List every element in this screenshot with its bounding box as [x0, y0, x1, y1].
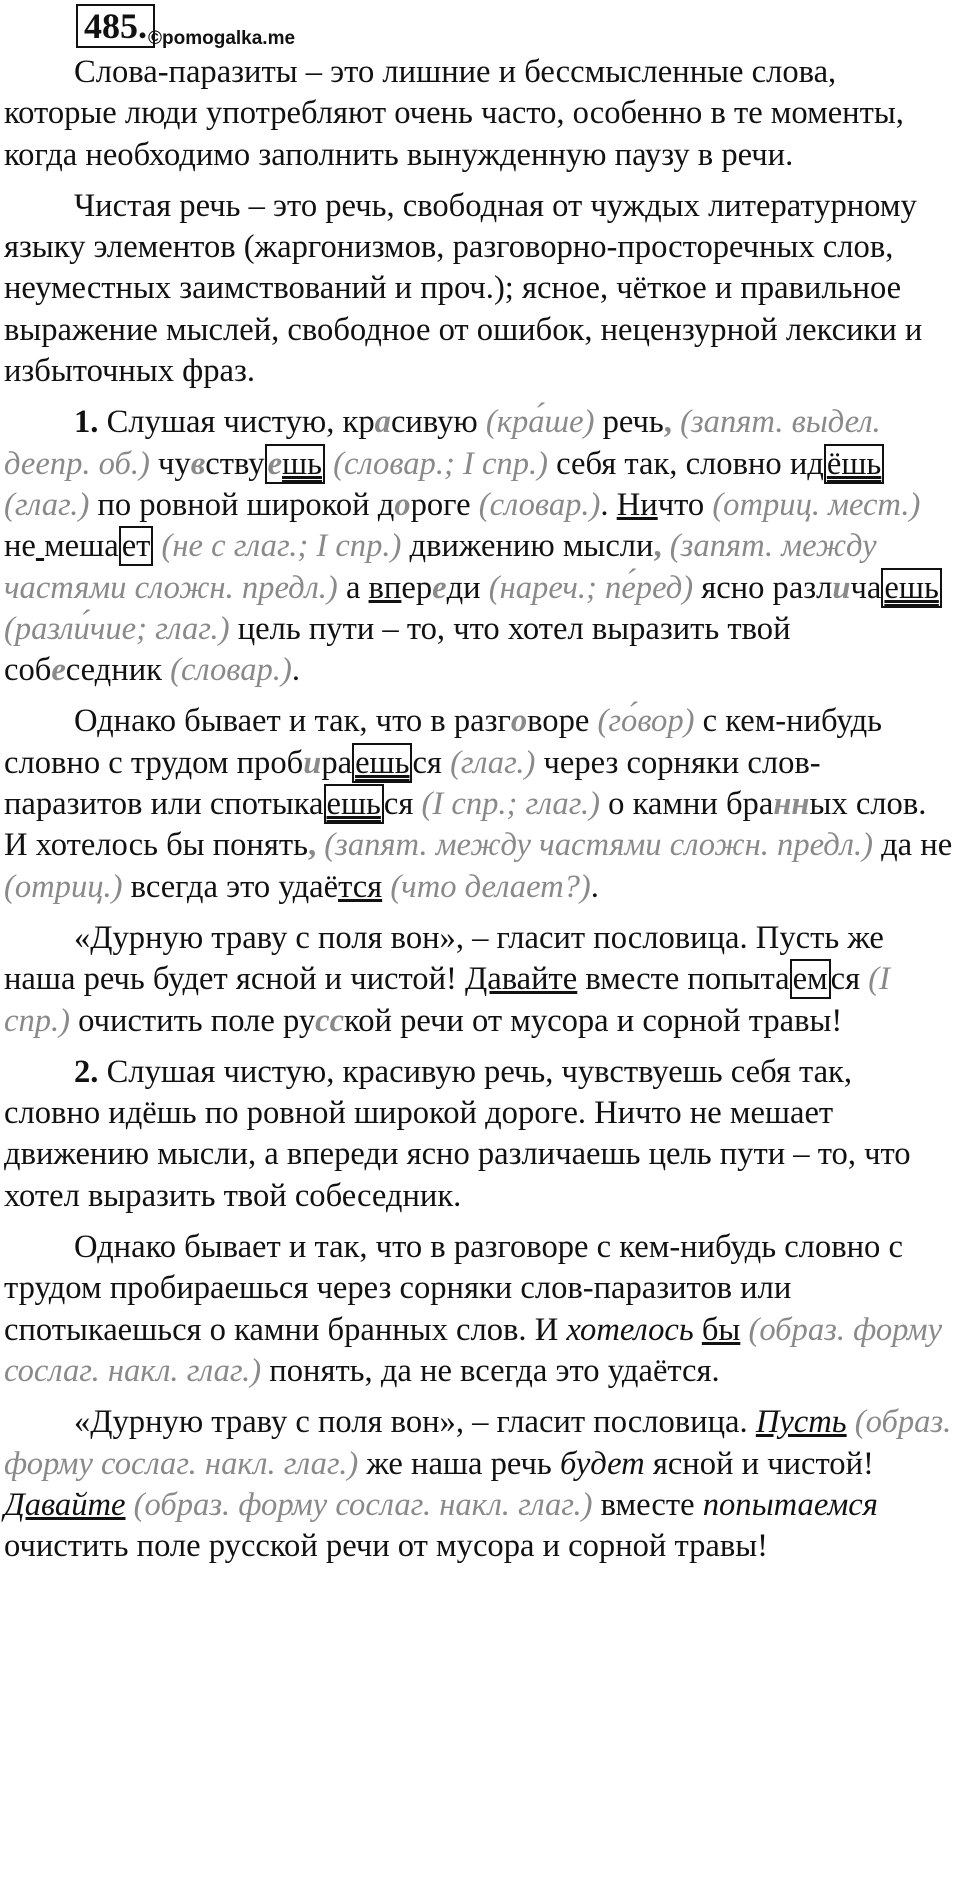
text-run	[662, 528, 670, 564]
text-run: Однако бывает и так, что в разговоре с кем-нибудь словно с трудом пробираешься через сорняки слов-паразитов или спотыкаешься о камни бранных слов. И	[4, 1229, 903, 1348]
grammar-note: (глаг.)	[450, 744, 536, 781]
spelling-mark: и	[832, 569, 851, 606]
text-run: ди	[446, 569, 489, 606]
text-run: всегда это удаё	[122, 868, 339, 905]
grammar-note: (запят. между частями сложн. предл.)	[4, 528, 877, 606]
grammar-note: (словар.; I спр.)	[333, 445, 549, 482]
grammar-note: (I спр.)	[4, 961, 890, 1039]
analysis-paragraph-2	[4, 701, 954, 907]
text-run: по ровной широкой д	[89, 486, 395, 523]
clean-paragraph-2	[4, 1227, 954, 1392]
clean-paragraph-1	[4, 1052, 954, 1217]
text-run: Слушая чистую, красивую речь, чувствуешь себя так, словно идёшь по ровной широкой дороге. Ничто не мешает движению мысли, а впереди ясно различаешь цель пути – то, что хотел выразить твой собеседник.	[4, 1053, 911, 1214]
text-run: с кем-нибудь словно с трудом проб	[4, 703, 883, 781]
text-run: воре	[527, 703, 598, 740]
spelling-mark: в	[190, 445, 206, 482]
text-run: Однако бывает и так, что в разг	[74, 703, 511, 740]
text-run: роге	[410, 486, 479, 523]
text-run: ра	[321, 744, 353, 781]
grammar-note: (образ. форму сослаг. накл. глаг.)	[133, 1486, 593, 1523]
prefix-mark: Ни	[616, 486, 658, 523]
spelling-mark: е	[267, 445, 283, 482]
text-run	[153, 528, 161, 564]
analysis-paragraph-1	[4, 402, 954, 691]
text-run: .	[600, 486, 617, 523]
document-body	[4, 52, 954, 1577]
text-run: что	[657, 486, 713, 523]
text-run: сивую	[390, 404, 486, 441]
watermark: ©pomogalka.me	[148, 28, 296, 49]
ending-box: ем	[790, 959, 831, 999]
text-run: кой речи от мусора и сорной травы!	[344, 1002, 843, 1039]
text-run: через сорняки слов-паразитов или спотыка	[4, 744, 821, 823]
text-run: понять, да не всегда это удаётся.	[261, 1352, 720, 1389]
grammar-note: (нареч.; пе́ред)	[488, 569, 694, 606]
comma-mark: ,	[307, 827, 317, 864]
text-run: меша	[44, 528, 119, 565]
particle-mark: Пусть	[755, 1404, 847, 1441]
spelling-mark: о	[394, 486, 411, 523]
grammar-note: (отриц.)	[4, 868, 123, 905]
text-run: ясной и чистой!	[644, 1445, 874, 1482]
grammar-note: (глаг.)	[4, 486, 90, 523]
grammar-note: (кра́ше)	[485, 404, 595, 441]
comma-mark: ,	[653, 528, 662, 565]
exercise-number: 485.	[76, 4, 155, 48]
grammar-note: (го́вор)	[597, 703, 695, 740]
grammar-note: (I спр.; глаг.)	[421, 786, 600, 823]
text-run: да не	[872, 827, 953, 864]
separate-spelling-mark	[36, 528, 44, 564]
grammar-note: (что делает?)	[390, 868, 591, 905]
text-run: .	[291, 652, 300, 689]
text-run: движению мысли	[401, 528, 654, 565]
text-run: ча	[850, 569, 882, 606]
text-run: ер	[401, 569, 433, 606]
ending-box	[265, 444, 325, 484]
grammar-note: (не с глаг.; I спр.)	[161, 528, 402, 565]
prefix-mark: вп	[368, 569, 402, 606]
spelling-mark: а	[374, 404, 391, 441]
verb-ending-mark: тся	[338, 868, 383, 905]
text-run: «Дурную траву с поля вон», – гласит пословица. Пусть же наша речь будет ясной и чистой!	[4, 919, 884, 998]
spelling-mark: е	[51, 652, 66, 689]
ending-text: шь	[282, 445, 322, 482]
spelling-mark: сс	[315, 1002, 345, 1039]
text-run: ству	[205, 445, 265, 482]
task-number-2: 2.	[74, 1053, 99, 1090]
text-run: же наша речь	[358, 1445, 560, 1482]
exercise-header	[76, 4, 155, 50]
ending-box: ешь	[352, 743, 412, 783]
text-run: «Дурную траву с поля вон», – гласит пословица.	[74, 1404, 756, 1441]
text-run: речь	[594, 404, 664, 441]
grammar-note: (разли́чие; глаг.)	[4, 610, 230, 647]
grammar-note: (образ. форму сослаг. накл. глаг.)	[4, 1311, 943, 1389]
comma-mark: ,	[663, 404, 672, 441]
text-run	[325, 446, 333, 482]
text-run	[847, 1404, 855, 1440]
text-run: цель пути – то, что хотел выразить твой соб	[4, 610, 791, 689]
definition-parasite-words: Слова-паразиты – это лишние и бессмысленные слова, которые люди употребляют очень часто, особенно в те моменты, когда необходимо заполнить вынужденную паузу в речи.	[4, 54, 904, 173]
text-run	[672, 404, 680, 440]
ending-box: ешь	[881, 568, 941, 608]
ending-box: ешь	[324, 784, 384, 824]
text-run: чу	[149, 445, 191, 482]
text-run: ся	[830, 961, 869, 998]
verb-italic: будет	[559, 1445, 645, 1482]
text-run: очистить поле ру	[70, 1002, 316, 1039]
text-run: себя так, словно ид	[548, 445, 824, 482]
ending-box: ёшь	[824, 444, 884, 484]
verb-italic: хотелось	[566, 1311, 694, 1348]
text-run: очистить поле русской речи от мусора и сорной травы!	[4, 1528, 769, 1565]
text-run: Слушая чистую, кр	[98, 404, 375, 441]
verb-italic: попытаемся	[702, 1486, 878, 1523]
ending-box: ет	[119, 526, 154, 566]
particle-mark: бы	[701, 1311, 741, 1348]
grammar-note: (образ. форму сослаг. накл. глаг.)	[4, 1404, 952, 1482]
spelling-mark: о	[510, 703, 528, 740]
text-run	[126, 1487, 134, 1523]
grammar-note: (отриц. мест.)	[712, 486, 921, 523]
verb-mark: Давайте	[465, 961, 578, 998]
grammar-note: (словар.)	[170, 652, 292, 689]
grammar-note: (словар.)	[478, 486, 601, 523]
text-run: ых слов. И хотелось бы понять	[4, 786, 927, 864]
text-run: седник	[65, 652, 171, 689]
grammar-note: (запят. между частями сложн. предл.)	[324, 827, 873, 864]
task-number-1: 1.	[74, 404, 99, 441]
text-run: вместе	[592, 1486, 703, 1523]
text-run: ся	[383, 786, 422, 823]
text-run: вместе попыта	[577, 961, 790, 998]
grammar-note: (запят. выдел. деепр. об.)	[4, 404, 881, 482]
spelling-mark: и	[303, 744, 322, 781]
definition-pure-speech: Чистая речь – это речь, свободная от чуждых литературному языку элементов (жаргонизмов, разговорно-просторечных слов, неуместных заимствований и проч.); ясное, чёткое и правильное выражение мыслей, свободное от ошибок, нецензурной лексики и избыточных фраз.	[4, 187, 923, 390]
spelling-mark: нн	[773, 786, 810, 823]
particle-mark: Давайте	[4, 1486, 126, 1523]
text-run: не	[4, 528, 36, 565]
clean-paragraph-3	[4, 1402, 954, 1567]
text-run: о камни бра	[599, 786, 774, 823]
text-run: .	[590, 868, 599, 905]
text-run: ясно разл	[693, 569, 833, 606]
text-run: а	[337, 569, 369, 606]
analysis-paragraph-3	[4, 918, 954, 1042]
text-run	[694, 1312, 702, 1348]
text-run: ся	[412, 744, 451, 781]
spelling-mark: е	[432, 569, 447, 606]
